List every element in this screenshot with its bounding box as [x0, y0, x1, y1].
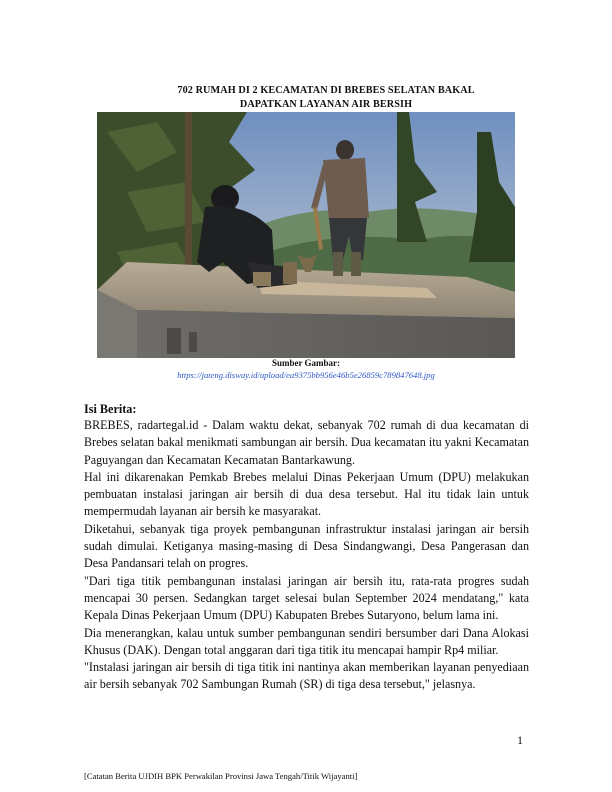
title-line-1: 702 RUMAH DI 2 KECAMATAN DI BREBES SELATAN BAKAL — [177, 85, 475, 96]
paragraph: "Instalasi jaringan air bersih di tiga titik ini nantinya akan memberikan layanan penyediaan air bersih sebanyak 702 Sambungan Rumah (SR) di tiga desa tersebut," jelasnya. — [84, 660, 529, 692]
image-caption: Sumber Gambar: — [271, 358, 341, 368]
paragraph: "Dari tiga titik pembangunan instalasi jaringan air bersih itu, rata-rata progres sudah mencapai 30 persen. Sedangkan target selesai bulan September 2024 mendatang," kata Kepala Dinas Pekerjaan Umum (DPU) Kabupaten Brebes Sutaryono, belum lama ini. — [84, 573, 529, 623]
paragraph: Hal ini dikarenakan Pemkab Brebes melalui Dinas Pekerjaan Umum (DPU) melakukan pembuatan instalasi jaringan air bersih di dua desa tersebut. Hal itu tidak lain untuk mempermudah layanan air bersih ke masyarakat. — [84, 469, 529, 519]
footer-note: [Catatan Berita UJDIH BPK Perwakilan Provinsi Jawa Tengah/Titik Wijayanti] — [84, 771, 358, 781]
news-photo — [97, 112, 515, 358]
paragraph: Dia menerangkan, kalau untuk sumber pembangunan sendiri bersumber dari Dana Alokasi Khusus (DAK). Dengan total anggaran dari tiga titik itu mencapai hampir Rp4 miliar. — [84, 625, 529, 657]
section-label: Isi Berita: — [84, 402, 137, 416]
image-source-link[interactable]: https://jateng.disway.id/upload/ea9375bb956e46b5e26859c789847648.jpg — [177, 370, 435, 380]
paragraph: Diketahui, sebanyak tiga proyek pembangunan infrastruktur instalasi jaringan air bersih sudah dimulai. Ketiganya masing-masing di Desa Sindangwangi, Desa Pangerasan dan Desa Pandansari telah on progres. — [84, 521, 529, 571]
document-title — [110, 84, 542, 112]
paragraph: BREBES, radartegal.id - Dalam waktu dekat, sebanyak 702 rumah di dua kecamatan di Brebes selatan bakal menikmati sambungan air bersih. Dua kecamatan itu yakni Kecamatan Paguyangan dan Kecamatan Kecamatan Bantarkawung. — [84, 418, 529, 467]
title-line-2: DAPATKAN LAYANAN AIR BERSIH — [239, 99, 413, 110]
page-number: 1 — [517, 733, 523, 747]
article-body — [84, 417, 529, 694]
